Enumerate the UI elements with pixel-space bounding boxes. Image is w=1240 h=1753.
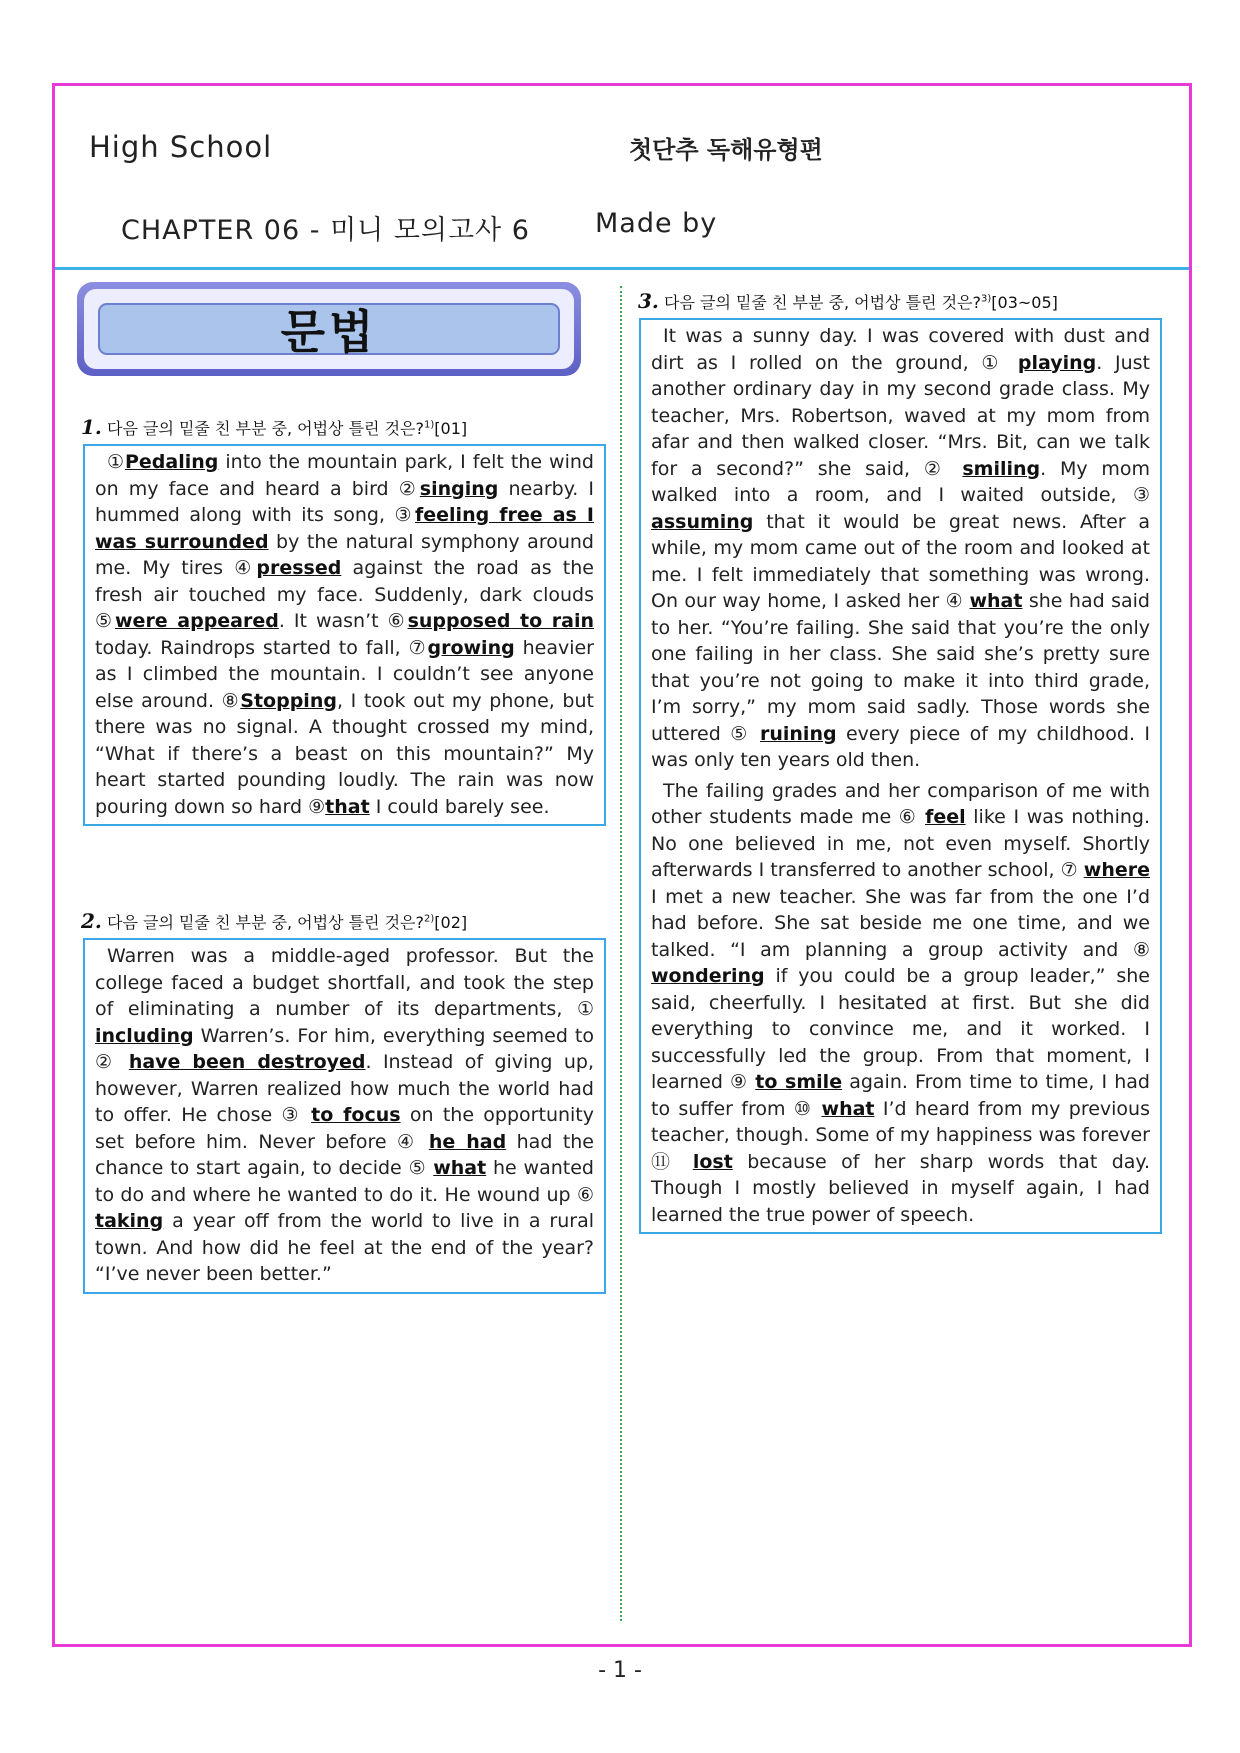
q3-option-1: playing	[1017, 351, 1097, 374]
q2-option-4: he had	[428, 1130, 507, 1153]
q1-option-5: were appeared	[115, 610, 279, 632]
section-badge	[77, 282, 581, 376]
q3-paragraph-1: It was a sunny day. I was covered with dust and dirt as I rolled on the ground, ① playing. Just another ordinary day in my second grade class. My teacher, Mrs. Robertson, waved at my mom from afar and then walked closer. “Mrs. Bit, can we talk for a second?” she said, ② smiling. My mom walked into a room, and I waited outside, ③ assuming that it would be great news. After a while, my mom came out of the room and looked at me. I felt immediately that something was wrong. On our way home, I asked her ④ what she had said to her. “You’re failing. She said that you’re the only one failing in her class. She said she’s pretty sure that you’re not going to make it into third grade, I’m sorry,” my mom said sadly. Those words she uttered ⑤ ruining every piece of my childhood. I was only ten years old then.	[651, 325, 1150, 771]
q1-option-9: that	[325, 795, 370, 818]
q3-footnote: 3)	[981, 293, 992, 305]
q2-heading	[81, 909, 467, 933]
section-title: 문법	[98, 303, 560, 355]
q1-option-7: growing	[427, 636, 515, 659]
q3-number: 3.	[638, 289, 659, 313]
q1-option-8: Stopping	[240, 689, 337, 712]
header-divider	[55, 267, 1189, 270]
header-made-by: Made by	[595, 208, 718, 239]
column-divider	[620, 286, 622, 1621]
q2-option-1: including	[95, 1024, 194, 1047]
q3-option-5: ruining	[760, 722, 837, 745]
q3-option-10: what	[821, 1097, 875, 1120]
q3-option-4: what	[969, 590, 1023, 612]
q1-ref: [01]	[434, 419, 468, 438]
q3-option-7: where	[1083, 859, 1150, 881]
q1-paragraph: ①Pedaling into the mountain park, I felt the wind on my face and heard a bird ②singing nearby. I hummed along with its song, ③feeling free as I was surrounded by the natural symphony around me. My tires ④pressed against the road as the fresh air touched my face. Suddenly, dark clouds ⑤were appeared. It wasn’t ⑥supposed to rain today. Raindrops started to fall, ⑦growing heavier as I climbed the mountain. I couldn’t see anyone else around. ⑧Stopping, I took out my phone, but there was no signal. A thought crossed my mind, “What if there’s a beast on this mountain?” My heart started pounding loudly. The rain was now pouring down so hard ⑨that I could barely see.	[95, 451, 594, 818]
page-number: - 1 -	[598, 1658, 642, 1683]
q3-heading	[638, 289, 1058, 313]
q2-option-3: to focus	[311, 1104, 401, 1126]
q2-paragraph: Warren was a middle-aged professor. But the college faced a budget shortfall, and took the step of eliminating a number of its departments, ① including Warren’s. For him, everything seemed to ② have been destroyed. Instead of giving up, however, Warren realized how much the world had to offer. He chose ③ to focus on the opportunity set before him. Never before ④ he had had the chance to start again, to decide ⑤ what he wanted to do and where he wanted to do it. He wound up ⑥ taking a year off from the world to live in a rural town. And how did he feel at the end of the year? “I’ve never been better.”	[95, 945, 594, 1285]
q3-passage	[639, 318, 1162, 1234]
q1-passage	[83, 444, 606, 826]
q2-prompt: 다음 글의 밑줄 친 부분 중, 어법상 틀린 것은?	[106, 913, 425, 932]
q3-prompt: 다음 글의 밑줄 친 부분 중, 어법상 틀린 것은?	[663, 293, 982, 312]
q2-option-6: taking	[95, 1210, 164, 1232]
q3-option-6: feel	[925, 806, 966, 828]
q3-option-8: wondering	[651, 965, 765, 987]
q1-option-6: supposed to rain	[407, 610, 594, 632]
page-frame	[52, 83, 1192, 1647]
q2-option-5: what	[433, 1157, 487, 1179]
q1-option-2: singing	[419, 477, 499, 500]
header-chapter: CHAPTER 06 - 미니 모의고사 6	[121, 215, 530, 246]
q1-number: 1.	[81, 415, 102, 439]
q2-option-2: have been destroyed	[128, 1051, 366, 1073]
q3-option-11: lost	[692, 1150, 733, 1173]
q1-option-4: pressed	[256, 557, 342, 579]
q1-footnote: 1)	[424, 419, 435, 431]
q2-passage	[83, 938, 606, 1294]
q2-ref: [02]	[434, 913, 468, 932]
q1-option-1: Pedaling	[125, 451, 219, 473]
q1-option-3: feeling free as I was surrounded	[95, 504, 594, 553]
q1-prompt: 다음 글의 밑줄 친 부분 중, 어법상 틀린 것은?	[106, 419, 425, 438]
q1-heading	[81, 415, 467, 439]
header-book-title: 첫단추 독해유형편	[629, 136, 823, 164]
header-school: High School	[89, 130, 273, 164]
q3-option-9: to smile	[755, 1071, 843, 1093]
q3-paragraph-2: The failing grades and her comparison of me with other students made me ⑥ feel like I was nothing. No one believed in me, not even myself. Shortly afterwards I transferred to another school, ⑦ where I met a new teacher. She was far from the one I’d had before. She sat beside me one time, and we talked. “I am planning a group activity and ⑧ wondering if you could be a group leader,” she said, cheerfully. I hesitated at first. But she did everything to convince me, and it worked. I successfully led the group. From that moment, I learned ⑨ to smile again. From time to time, I had to suffer from ⑩ what I’d heard from my previous teacher, though. Some of my happiness was forever ⑪ lost because of her sharp words that day. Though I mostly believed in myself again, I had learned the true power of speech.	[651, 779, 1150, 1226]
q3-ref: [03~05]	[991, 293, 1058, 312]
q2-number: 2.	[81, 909, 102, 933]
q3-option-3: assuming	[651, 510, 754, 533]
q2-footnote: 2)	[424, 913, 435, 925]
q3-option-2: smiling	[962, 457, 1041, 480]
